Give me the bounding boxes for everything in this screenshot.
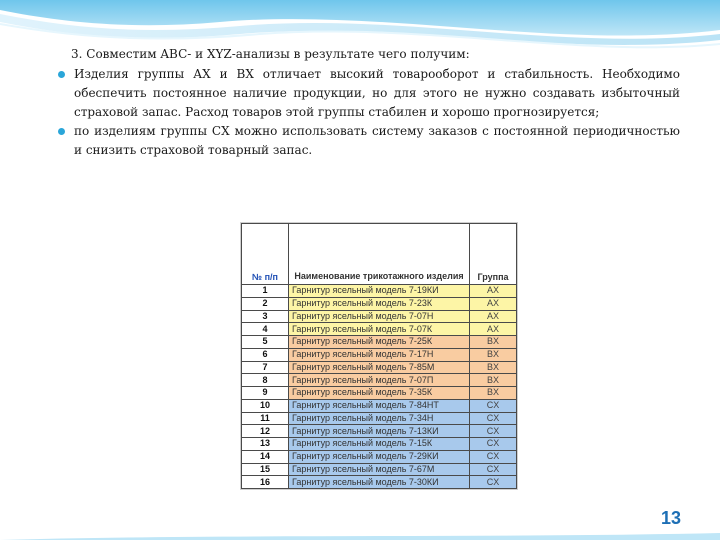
footer-wave-decoration: [0, 532, 720, 540]
row-num: 7: [242, 361, 289, 374]
row-num: 13: [242, 438, 289, 451]
table-row: [242, 323, 517, 336]
table-row: [242, 361, 517, 374]
table-row: [242, 425, 517, 438]
row-name: Гарнитур ясельный модель 7-13КИ: [289, 425, 470, 438]
row-name: Гарнитур ясельный модель 7-84НТ: [289, 399, 470, 412]
row-name: Гарнитур ясельный модель 7-15К: [289, 438, 470, 451]
row-num: 5: [242, 336, 289, 349]
row-group: BX: [470, 336, 517, 349]
bullet-text: по изделиям группы СХ можно использовать систему заказов с постоянной периодичностью и снизить страховой товарный запас.: [74, 124, 680, 157]
row-name: Гарнитур ясельный модель 7-35К: [289, 387, 470, 400]
row-group: AX: [470, 310, 517, 323]
header-group: Группа: [470, 224, 517, 285]
row-name: Гарнитур ясельный модель 7-17Н: [289, 348, 470, 361]
row-num: 11: [242, 412, 289, 425]
row-group: AX: [470, 323, 517, 336]
row-group: BX: [470, 361, 517, 374]
row-group: CX: [470, 399, 517, 412]
row-group: CX: [470, 438, 517, 451]
bullet-text: Изделия группы АХ и ВХ отличает высокий товарооборот и стабильность. Необходимо обеспечить постоянное наличие продукции, но для этого не нужно создавать избыточный страховой запас. Расход товаров этой группы стабилен и хорошо прогнозируется;: [74, 67, 680, 119]
row-name: Гарнитур ясельный модель 7-25К: [289, 336, 470, 349]
row-name: Гарнитур ясельный модель 7-23К: [289, 297, 470, 310]
row-num: 4: [242, 323, 289, 336]
row-name: Гарнитур ясельный модель 7-30КИ: [289, 476, 470, 489]
product-group-table: [240, 222, 518, 490]
row-num: 12: [242, 425, 289, 438]
row-group: AX: [470, 285, 517, 298]
row-num: 1: [242, 285, 289, 298]
row-group: CX: [470, 412, 517, 425]
row-name: Гарнитур ясельный модель 7-07К: [289, 323, 470, 336]
table-row: [242, 336, 517, 349]
row-group: BX: [470, 374, 517, 387]
page-number: 13: [660, 508, 681, 528]
row-num: 15: [242, 463, 289, 476]
row-group: CX: [470, 476, 517, 489]
header-name: Наименование трикотажного изделия: [289, 224, 470, 285]
row-group: CX: [470, 450, 517, 463]
intro-text: 3. Совместим ABC- и XYZ-анализы в результате чего получим:: [71, 47, 470, 61]
table-row: [242, 374, 517, 387]
table-row: [242, 399, 517, 412]
table-row: [242, 310, 517, 323]
row-name: Гарнитур ясельный модель 7-34Н: [289, 412, 470, 425]
table-header-row: [242, 224, 517, 285]
row-name: Гарнитур ясельный модель 7-29КИ: [289, 450, 470, 463]
row-num: 2: [242, 297, 289, 310]
bullet-item-1: [58, 65, 680, 122]
table-row: [242, 297, 517, 310]
table-row: [242, 438, 517, 451]
row-name: Гарнитур ясельный модель 7-85М: [289, 361, 470, 374]
table-row: [242, 450, 517, 463]
row-num: 6: [242, 348, 289, 361]
bullet-icon: [58, 71, 65, 78]
row-group: BX: [470, 387, 517, 400]
row-name: Гарнитур ясельный модель 7-07П: [289, 374, 470, 387]
header-num: № п/п: [242, 224, 289, 285]
row-name: Гарнитур ясельный модель 7-19КИ: [289, 285, 470, 298]
row-group: CX: [470, 463, 517, 476]
row-group: CX: [470, 425, 517, 438]
row-name: Гарнитур ясельный модель 7-07Н: [289, 310, 470, 323]
bullet-item-2: [58, 122, 680, 160]
table-row: [242, 412, 517, 425]
table-row: [242, 348, 517, 361]
table-row: [242, 387, 517, 400]
table-row: [242, 476, 517, 489]
row-name: Гарнитур ясельный модель 7-67М: [289, 463, 470, 476]
slide-text: [58, 45, 680, 160]
row-group: AX: [470, 297, 517, 310]
row-num: 9: [242, 387, 289, 400]
row-num: 3: [242, 310, 289, 323]
row-num: 8: [242, 374, 289, 387]
table-row: [242, 463, 517, 476]
table-row: [242, 285, 517, 298]
row-num: 16: [242, 476, 289, 489]
row-num: 10: [242, 399, 289, 412]
bullet-icon: [58, 128, 65, 135]
row-group: BX: [470, 348, 517, 361]
row-num: 14: [242, 450, 289, 463]
